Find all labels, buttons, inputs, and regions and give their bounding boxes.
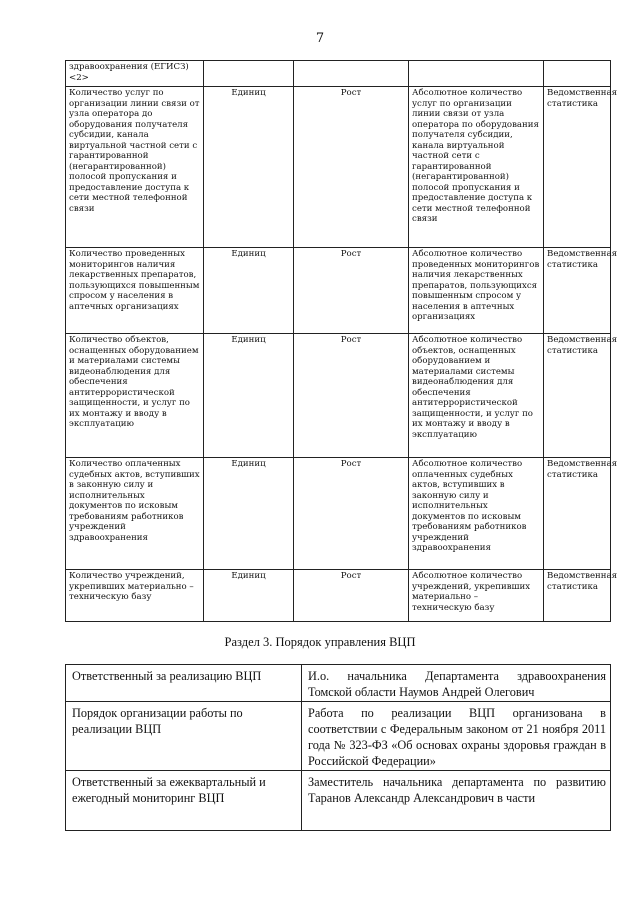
method-cell — [409, 61, 544, 87]
table-row — [66, 570, 611, 622]
table-row — [66, 61, 611, 87]
indicator-name-cell: Количество услуг по организации линии связи от узла оператора до оборудования получателя субсидии, канала виртуальной частной сети с гарантированной (негарантированной) полосой пропускания и предоставление доступа к сети местной телефонной связи — [66, 87, 204, 248]
table-row — [66, 665, 611, 702]
indicators-table — [65, 60, 618, 622]
unit-cell: Единиц — [204, 87, 294, 248]
management-value-cell: Работа по реализации ВЦП организована в соответствии с Федеральным законом от 21 ноября 2011 года № 323-ФЗ «Об основах охраны здоровья граждан в Российской Федерации» — [302, 702, 611, 771]
trend-cell: Рост — [294, 248, 409, 334]
method-cell: Абсолютное количество услуг по организации линии связи от узла оператора по оборудования получателя субсидии, канала виртуальной частной сети с гарантированной (негарантированной) полосой пропускания и предоставление доступа к сети местной телефонной связи — [409, 87, 544, 248]
management-label-cell: Порядок организации работы по реализации ВЦП — [66, 702, 302, 771]
trend-cell: Рост — [294, 458, 409, 570]
indicator-name-cell: Количество проведенных мониторингов наличия лекарственных препаратов, пользующихся повышенным спросом у населения в аптечных организациях — [66, 248, 204, 334]
unit-cell: Единиц — [204, 334, 294, 458]
management-value-cell: И.о. начальника Департамента здравоохранения Томской области Наумов Андрей Олегович — [302, 665, 611, 702]
table-row — [66, 248, 611, 334]
source-cell: Ведомственная статистика — [544, 248, 611, 334]
management-label-cell: Ответственный за реализацию ВЦП — [66, 665, 302, 702]
management-table — [65, 664, 611, 831]
source-cell: Ведомственная статистика — [544, 570, 611, 622]
trend-cell: Рост — [294, 334, 409, 458]
management-label-cell: Ответственный за ежеквартальный и ежегодный мониторинг ВЦП — [66, 771, 302, 831]
method-cell: Абсолютное количество проведенных мониторингов наличия лекарственных препаратов, пользующихся повышенным спросом у населения в аптечных организациях — [409, 248, 544, 334]
table-row — [66, 458, 611, 570]
management-value-cell: Заместитель начальника департамента по развитию Таранов Александр Александрович в части — [302, 771, 611, 831]
method-cell: Абсолютное количество учреждений, укрепивших материально – техническую базу — [409, 570, 544, 622]
table-row — [66, 334, 611, 458]
method-cell: Абсолютное количество оплаченных судебных актов, вступивших в законную силу и исполнительных документов по исковым требованиям работников учреждений здравоохранения — [409, 458, 544, 570]
source-cell: Ведомственная статистика — [544, 87, 611, 248]
trend-cell: Рост — [294, 570, 409, 622]
trend-cell: Рост — [294, 87, 409, 248]
table-row — [66, 702, 611, 771]
indicator-name-cell: здравоохранения (ЕГИСЗ) <2> — [66, 61, 204, 87]
source-cell: Ведомственная статистика — [544, 334, 611, 458]
indicator-name-cell: Количество учреждений, укрепивших материально – техническую базу — [66, 570, 204, 622]
trend-cell — [294, 61, 409, 87]
indicator-name-cell: Количество оплаченных судебных актов, вступивших в законную силу и исполнительных документов по исковым требованиям работников учреждений здравоохранения — [66, 458, 204, 570]
source-cell: Ведомственная статистика — [544, 458, 611, 570]
indicator-name-cell: Количество объектов, оснащенных оборудованием и материалами системы видеонаблюдения для обеспечения антитеррористической защищенности, и услуг по их монтажу и вводу в эксплуатацию — [66, 334, 204, 458]
method-cell: Абсолютное количество объектов, оснащенных оборудованием и материалами системы видеонаблюдения для обеспечения антитеррористической защищенности, и услуг по их монтажу и вводу в эксплуатацию — [409, 334, 544, 458]
table-row — [66, 771, 611, 831]
page-number: 7 — [315, 31, 325, 46]
source-cell — [544, 61, 611, 87]
unit-cell: Единиц — [204, 458, 294, 570]
unit-cell: Единиц — [204, 570, 294, 622]
table-row — [66, 87, 611, 248]
unit-cell: Единиц — [204, 248, 294, 334]
section-title: Раздел 3. Порядок управления ВЦП — [224, 635, 416, 649]
unit-cell — [204, 61, 294, 87]
